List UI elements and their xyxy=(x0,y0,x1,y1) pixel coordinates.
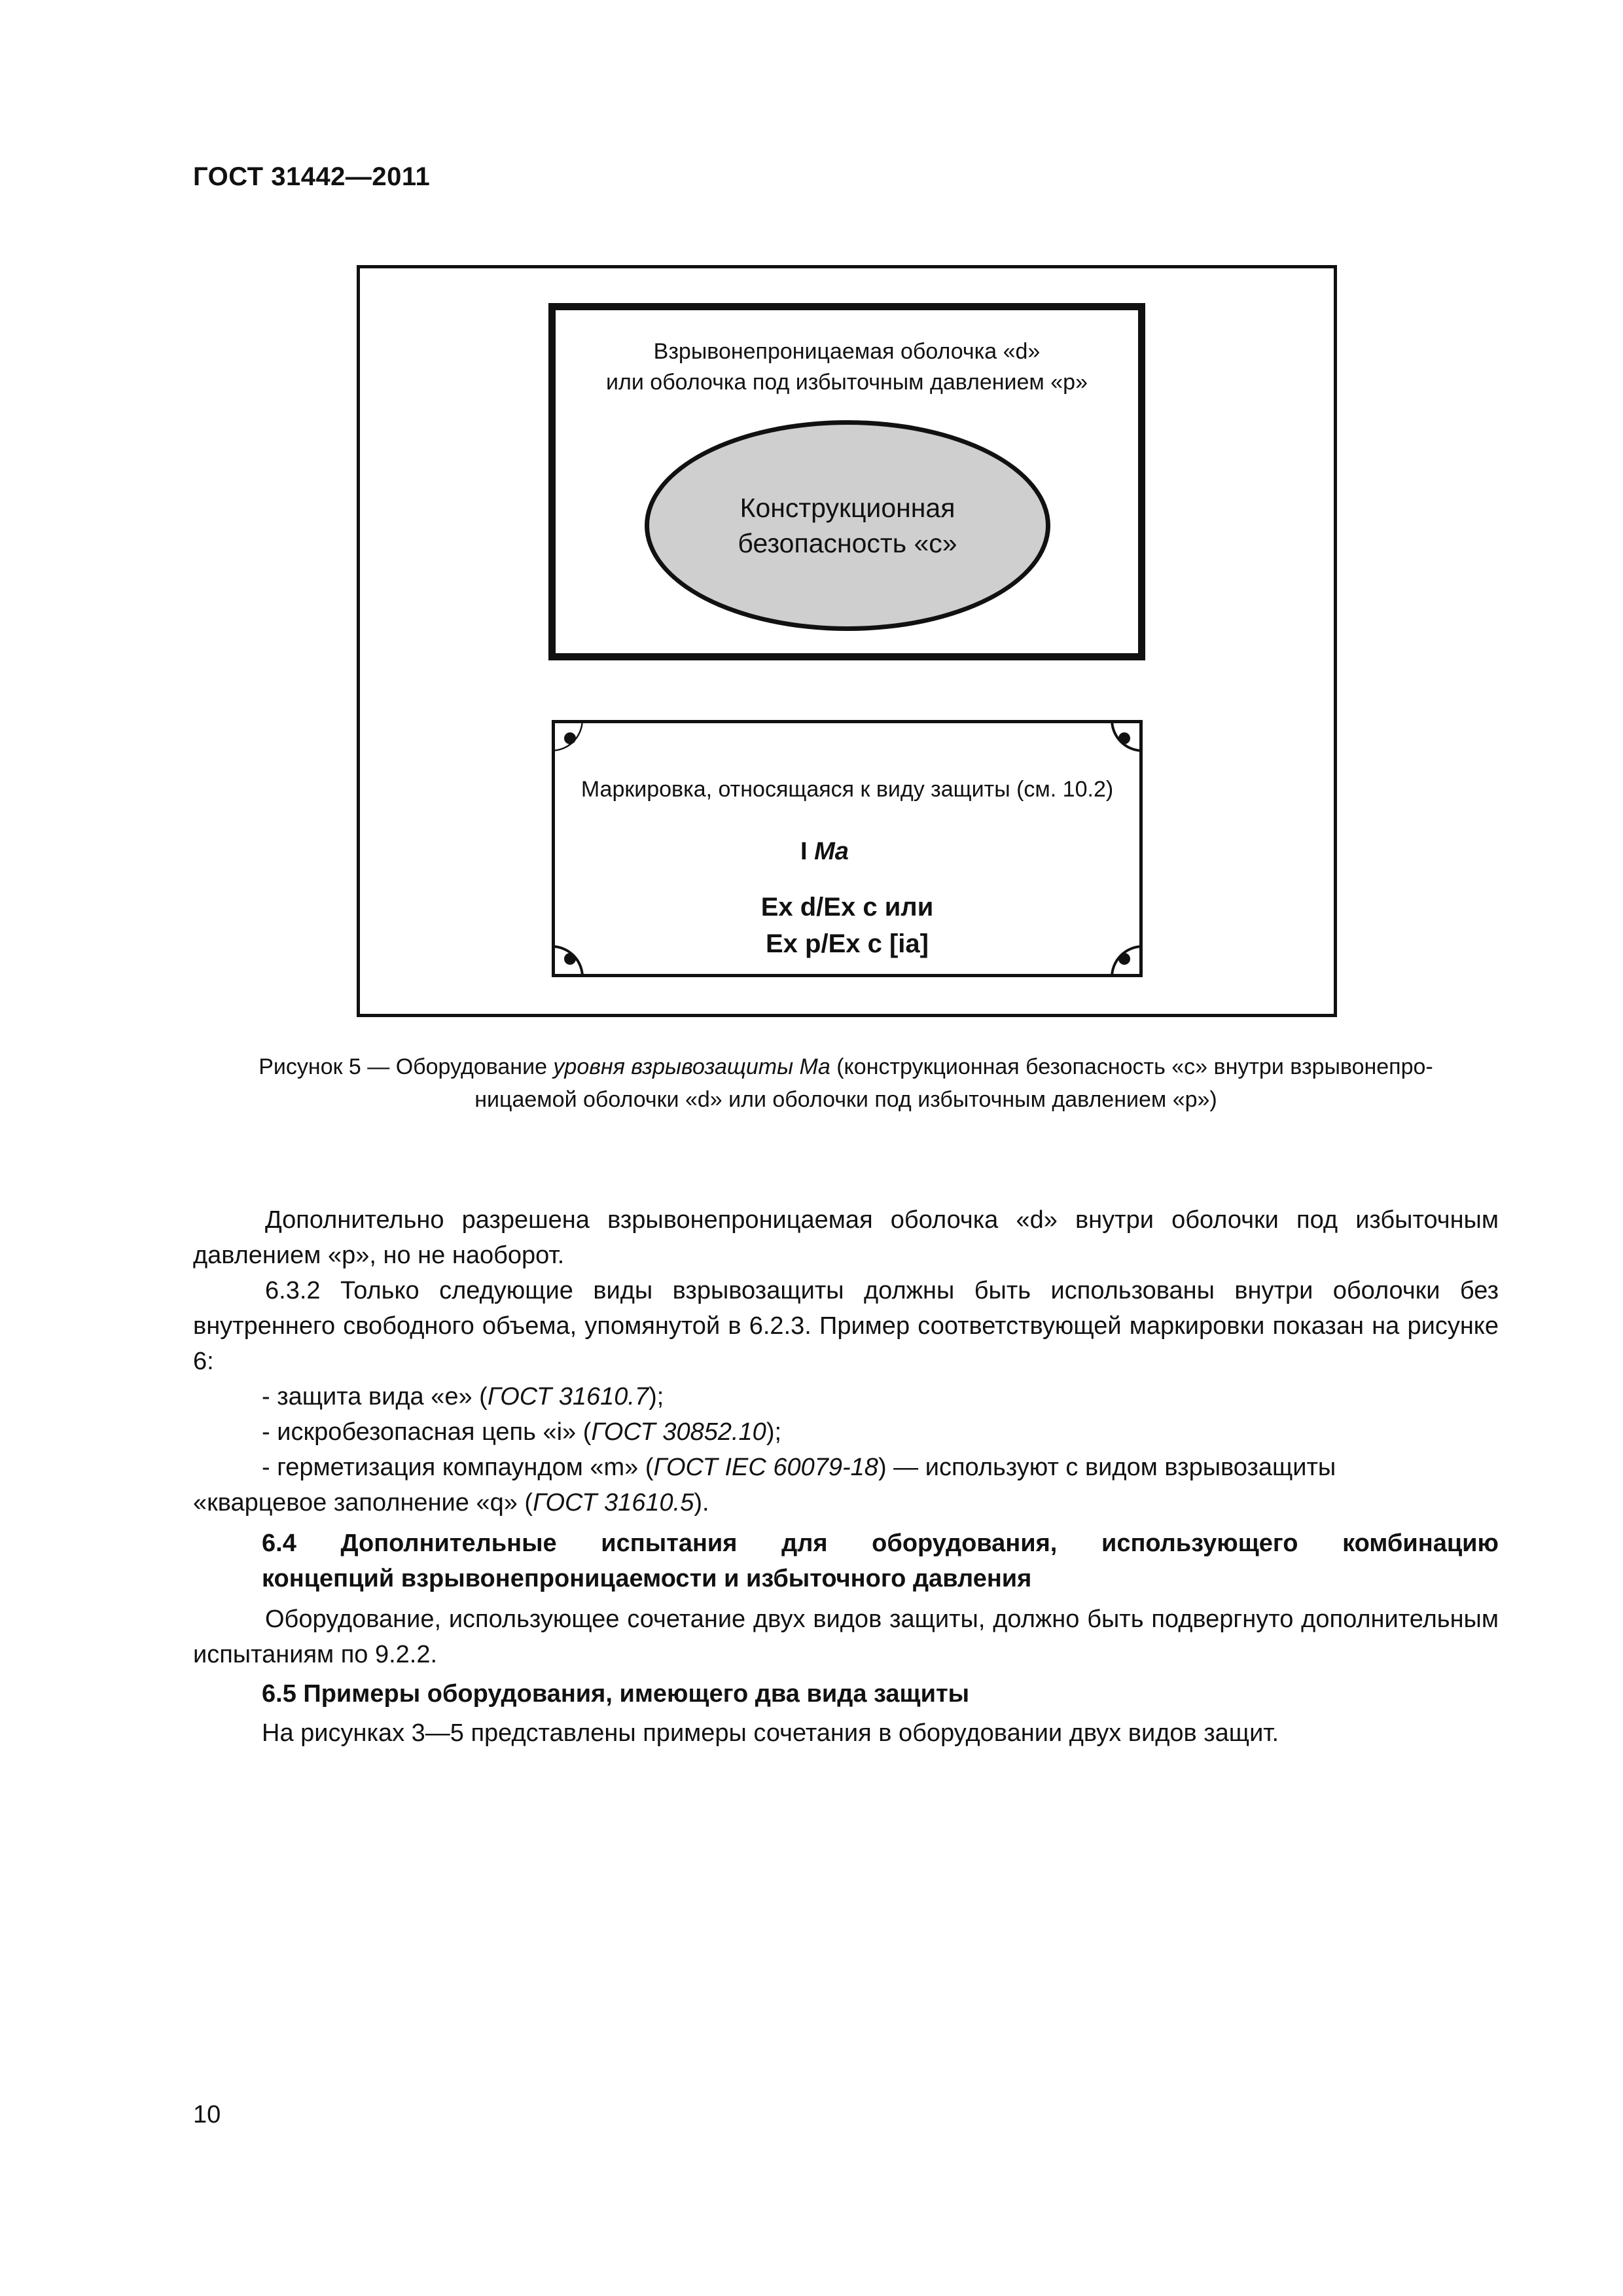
list-item-ref: ГОСТ 31610.5 xyxy=(533,1489,694,1516)
enclosure-label-line1: Взрывонепроницаемая оболочка «d» xyxy=(653,339,1041,364)
list-item-ref: ГОСТ IEC 60079-18 xyxy=(653,1454,878,1481)
list-item-text: ); xyxy=(649,1383,664,1410)
enclosure-label-line2: или оболочка под избыточным давлением «р» xyxy=(606,370,1088,395)
protection-level xyxy=(800,838,849,866)
marking-plate xyxy=(552,720,1143,977)
list-item-text: - искробезопасная цепь «i» ( xyxy=(262,1418,592,1446)
paragraph-6-5: На рисунках 3—5 представлены примеры сочетания в оборудовании двух видов защит. xyxy=(262,1719,1279,1747)
list-item-text: «кварцевое заполнение «q» ( xyxy=(193,1489,533,1516)
inner-ellipse-label xyxy=(738,490,957,561)
list-item xyxy=(193,1450,1499,1485)
list-item xyxy=(262,1414,781,1450)
inner-label-line2: безопасность «с» xyxy=(738,528,957,558)
ex-marking-line2: Ex p/Ex c [ia] xyxy=(766,929,929,958)
caption-line2: ницаемой оболочки «d» или оболочки под избыточным давлением «р») xyxy=(474,1087,1217,1112)
list-item xyxy=(262,1379,664,1414)
protection-level-value: Ma xyxy=(814,838,849,865)
page-number: 10 xyxy=(193,2101,221,2128)
list-item-text: ). xyxy=(694,1489,709,1516)
ex-marking-line1: Ex d/Ex c или xyxy=(760,893,934,922)
section-heading-6-4-line1: 6.4 Дополнительные испытания для оборудования, использующего комбинацию xyxy=(262,1530,1499,1557)
enclosure-label xyxy=(556,336,1138,398)
caption-prefix: Рисунок 5 — Оборудование xyxy=(259,1054,554,1079)
section-heading-6-5: 6.5 Примеры оборудования, имеющего два вида защиты xyxy=(262,1680,970,1708)
list-item-text: - герметизация компаундом «m» ( xyxy=(262,1454,654,1481)
plate-title: Маркировка, относящаяся к виду защиты (см. 10.2) xyxy=(580,777,1114,802)
caption-italic: уровня взрывозащиты Ma xyxy=(553,1054,830,1079)
list-item-ref: ГОСТ 31610.7 xyxy=(487,1383,649,1410)
list-item-text: ); xyxy=(766,1418,782,1446)
paragraph-6-4: Оборудование, использующее сочетание двух видов защиты, должно быть подвергнуто дополнительным испытаниям по 9.2.2. xyxy=(193,1605,1499,1668)
document-code: ГОСТ 31442—2011 xyxy=(193,162,431,191)
list-item-ref: ГОСТ 30852.10 xyxy=(591,1418,766,1446)
plate-corner-screw-icon xyxy=(552,720,604,772)
inner-label-line1: Конструкционная xyxy=(740,493,955,523)
caption-rest: (конструкционная безопасность «с» внутри взрывонепро- xyxy=(830,1054,1433,1079)
list-item-text: - защита вида «е» ( xyxy=(262,1383,488,1410)
plate-corner-screw-icon xyxy=(1090,720,1143,772)
figure-caption xyxy=(193,1050,1499,1116)
ex-marking xyxy=(555,889,1139,962)
section-heading-6-4-line2: концепций взрывонепроницаемости и избыточного давления xyxy=(262,1565,1032,1592)
protection-level-prefix: I xyxy=(800,838,808,865)
list-item-text: ) — используют с видом взрывозащиты xyxy=(878,1454,1336,1481)
inner-ellipse xyxy=(645,420,1050,631)
list-item-continuation xyxy=(193,1485,1499,1520)
paragraph-additional: Дополнительно разрешена взрывонепроницаемая оболочка «d» внутри оболочки под избыточным давлением «р», но не наоборот. xyxy=(193,1206,1499,1269)
caption-line1 xyxy=(193,1050,1499,1083)
paragraph-6-3-2: 6.3.2 Только следующие виды взрывозащиты должны быть использованы внутри оболочки без внутреннего свободного объема, упомянутой в 6.2.3. Пример соответствующей маркировки показан на рисунке 6: xyxy=(193,1277,1499,1375)
